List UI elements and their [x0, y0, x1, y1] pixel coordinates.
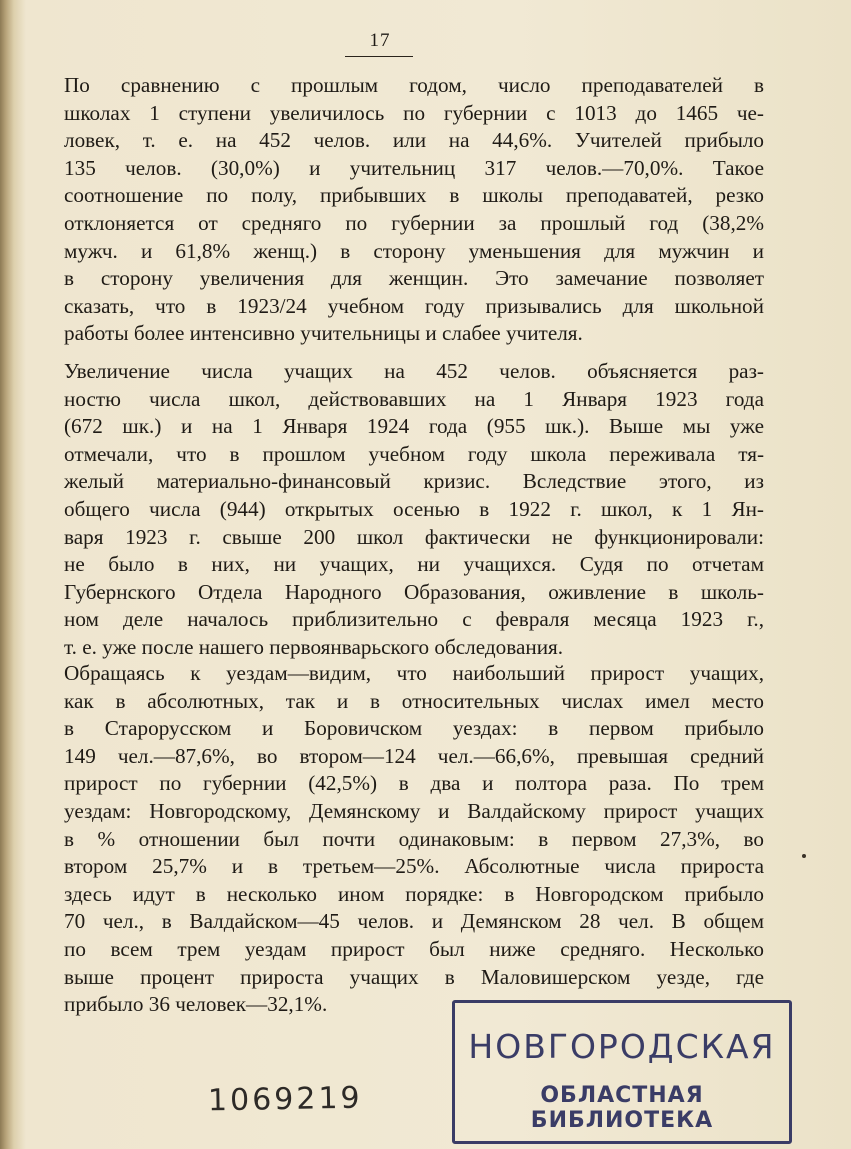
text-line: отмечали, что в прошлом учебном году школа переживала тя-: [64, 441, 764, 466]
text-line: ловек, т. е. на 452 челов. или на 44,6%. Учителей прибыло: [64, 128, 764, 153]
text-line: здесь идут в несколько ином порядке: в Новгородском прибыло: [64, 881, 764, 906]
text-line: 135 челов. (30,0%) и учительниц 317 челов.—70,0%. Такое: [64, 155, 764, 180]
inventory-number: 1069219: [207, 1080, 363, 1119]
text-line: работы более интенсивно учительницы и слабее учителя.: [64, 321, 583, 346]
text-line: в Старорусском и Боровичском уездах: в первом прибыло: [64, 716, 764, 741]
paragraph-2: [64, 358, 764, 662]
text-line: по всем трем уездам прирост был ниже средняго. Несколько: [64, 936, 764, 961]
text-line: варя 1923 г. свыше 200 школ фактически не функционировали:: [64, 524, 764, 549]
text-line: сказать, что в 1923/24 учебном году призывались для школьной: [64, 293, 764, 318]
text-line: прирост по губернии (42,5%) в два и полтора раза. По трем: [64, 771, 764, 796]
text-line: (672 шк.) и на 1 Января 1924 года (955 шк.). Выше мы уже: [64, 414, 764, 439]
text-line: Губернского Отдела Народного Образования, оживление в школь-: [64, 579, 764, 604]
paragraph-1: [64, 72, 764, 348]
text-line: в % отношении был почти одинаковым: в первом 27,3%, во: [64, 826, 764, 851]
text-line: втором 25,7% и в третьем—25%. Абсолютные числа прироста: [64, 854, 764, 879]
text-line: прибыло 36 человек—32,1%.: [64, 992, 328, 1017]
text-line: мужч. и 61,8% женщ.) в сторону уменьшения для мужчин и: [64, 238, 764, 263]
text-line: Увеличение числа учащих на 452 челов. объясняется раз-: [64, 359, 764, 383]
text-line: желый материально-финансовый кризис. Вследствие этого, из: [64, 469, 764, 494]
text-line: выше процент прироста учащих в Маловишерском уезде, где: [64, 964, 764, 989]
stamp-line-1: НОВГОРОДСКАЯ: [468, 1027, 776, 1066]
text-line: не было в них, ни учащих, ни учащихся. Судя по отчетам: [64, 552, 764, 577]
text-line: как в абсолютных, так и в относительных числах имел место: [64, 688, 764, 713]
library-stamp: [452, 1000, 792, 1144]
text-line: отклоняется от средняго по губернии за прошлый год (38,2%: [64, 210, 764, 235]
text-line: Обращаясь к уездам—видим, что наибольший прирост учащих,: [64, 661, 764, 685]
ink-speck: [802, 854, 806, 858]
text-line: т. е. уже после нашего первоянварьского обследования.: [64, 634, 564, 659]
text-line: общего числа (944) открытых осенью в 1922 г. школ, к 1 Ян-: [64, 496, 764, 521]
page-number-rule: [345, 56, 413, 57]
paragraph-3: [64, 660, 764, 1019]
text-line: 70 чел., в Валдайском—45 челов. и Демянском 28 чел. В общем: [64, 909, 764, 934]
text-line: школах 1 ступени увеличилось по губернии с 1013 до 1465 че-: [64, 100, 764, 125]
text-line: уездам: Новгородскому, Демянскому и Валдайскому прирост учащих: [64, 798, 764, 823]
stamp-line-2: ОБЛАСТНАЯ БИБЛИОТЕКА: [530, 1083, 714, 1133]
text-line: соотношение по полу, прибывших в школы преподаватей, резко: [64, 183, 764, 208]
text-line: ном деле началось приблизительно с февраля месяца 1923 г.,: [64, 607, 764, 632]
text-line: ностю числа школ, действовавших на 1 Января 1923 года: [64, 386, 764, 411]
page-number: 17: [369, 30, 391, 51]
text-line: По сравнению с прошлым годом, число преподавателей в: [64, 73, 764, 97]
text-line: в сторону увеличения для женщин. Это замечание позволяет: [64, 266, 764, 291]
text-line: 149 чел.—87,6%, во втором—124 чел.—66,6%, превышая средний: [64, 743, 764, 768]
